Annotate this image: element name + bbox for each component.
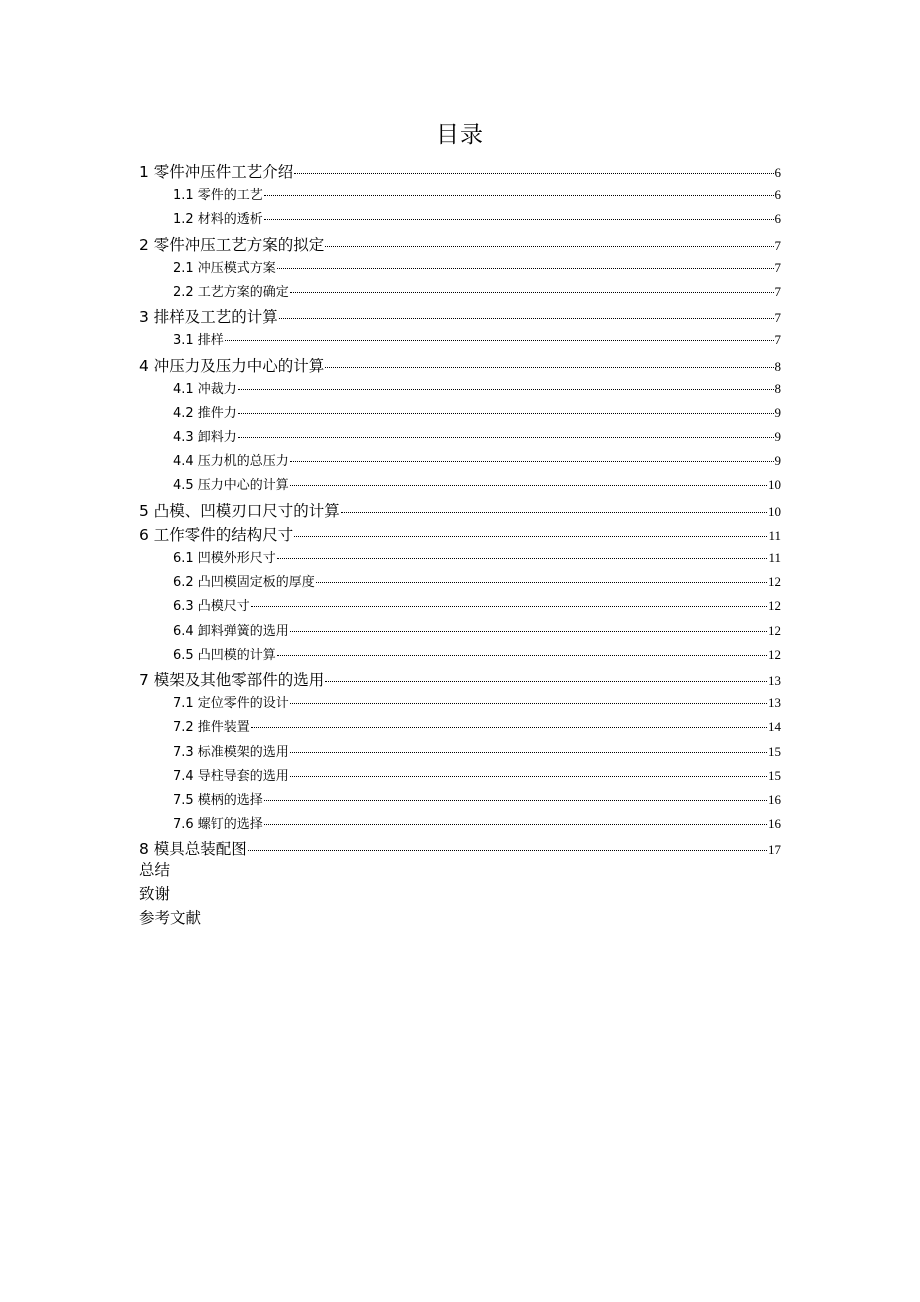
toc-section-entry[interactable] bbox=[139, 692, 781, 716]
dot-leader bbox=[248, 850, 767, 851]
toc-chapter-entry[interactable] bbox=[139, 499, 781, 523]
toc-section-entry[interactable] bbox=[139, 329, 781, 353]
toc-entry-label: 1.2 材料的透析 bbox=[173, 212, 263, 228]
toc-entry-label: 6 工作零件的结构尺寸 bbox=[139, 525, 294, 544]
toc-section-entry[interactable] bbox=[139, 789, 781, 813]
toc-page-number: 7 bbox=[774, 259, 781, 275]
toc-entry-label: 6.3 凸模尺寸 bbox=[173, 599, 250, 615]
toc-entry-label: 4.3 卸料力 bbox=[173, 430, 237, 446]
toc-page-number: 12 bbox=[768, 598, 781, 614]
toc-entry-label: 7.2 推件装置 bbox=[173, 720, 250, 736]
toc-entry-label: 6.2 凸凹模固定板的厚度 bbox=[173, 575, 315, 591]
toc-chapter-entry[interactable] bbox=[139, 523, 781, 547]
dot-leader bbox=[277, 268, 774, 269]
toc-entry-label: 2.2 工艺方案的确定 bbox=[173, 284, 289, 300]
dot-leader bbox=[290, 703, 767, 704]
toc-entry-label: 6.4 卸料弹簧的选用 bbox=[173, 623, 289, 639]
backmatter-item[interactable]: 致谢 bbox=[139, 885, 171, 904]
toc-entry-label: 4.1 冲裁力 bbox=[173, 381, 237, 397]
toc-entry-label: 7.6 螺钉的选择 bbox=[173, 817, 263, 833]
toc-section-entry[interactable] bbox=[139, 450, 781, 474]
toc-page-number: 17 bbox=[768, 842, 781, 858]
toc-chapter-entry[interactable] bbox=[139, 160, 781, 184]
toc-section-entry[interactable] bbox=[139, 184, 781, 208]
toc-section-entry[interactable] bbox=[139, 716, 781, 740]
toc-page-number: 13 bbox=[768, 672, 781, 688]
toc-page-number: 12 bbox=[768, 622, 781, 638]
toc-entry-label: 7.4 导柱导套的选用 bbox=[173, 768, 289, 784]
toc-page-number: 7 bbox=[774, 310, 781, 326]
toc-section-entry[interactable] bbox=[139, 813, 781, 837]
dot-leader bbox=[264, 195, 774, 196]
toc-entry-label: 6.5 凸凹模的计算 bbox=[173, 647, 276, 663]
toc-page-number: 9 bbox=[774, 453, 781, 469]
toc-page-number: 9 bbox=[774, 404, 781, 420]
toc-section-entry[interactable] bbox=[139, 474, 781, 498]
dot-leader bbox=[294, 536, 767, 537]
toc-page-number: 14 bbox=[768, 719, 781, 735]
toc-entry-label: 7.3 标准模架的选用 bbox=[173, 744, 289, 760]
backmatter-item[interactable]: 总结 bbox=[139, 861, 171, 879]
page-title: 目录 bbox=[436, 122, 484, 148]
toc-page-number: 8 bbox=[774, 380, 781, 396]
toc-page-number: 15 bbox=[768, 767, 781, 783]
backmatter-list bbox=[139, 858, 201, 931]
dot-leader bbox=[264, 219, 774, 220]
toc-entry-label: 2 零件冲压工艺方案的拟定 bbox=[139, 235, 325, 254]
toc-entry-label: 4.4 压力机的总压力 bbox=[173, 454, 289, 470]
dot-leader bbox=[325, 246, 773, 247]
dot-leader bbox=[264, 824, 767, 825]
dot-leader bbox=[294, 173, 773, 174]
toc-page-number: 12 bbox=[768, 646, 781, 662]
toc-section-entry[interactable] bbox=[139, 741, 781, 765]
toc-chapter-entry[interactable] bbox=[139, 354, 781, 378]
toc-page-number: 10 bbox=[768, 477, 781, 493]
dot-leader bbox=[290, 752, 767, 753]
dot-leader bbox=[264, 800, 767, 801]
backmatter-item[interactable]: 参考文献 bbox=[139, 909, 202, 928]
dot-leader bbox=[290, 292, 774, 293]
toc-entry-label: 4 冲压力及压力中心的计算 bbox=[139, 356, 325, 375]
toc-section-entry[interactable] bbox=[139, 257, 781, 281]
toc-entry-label: 1.1 零件的工艺 bbox=[173, 188, 263, 204]
toc-page-number: 16 bbox=[768, 816, 781, 832]
dot-leader bbox=[277, 655, 767, 656]
toc-section-entry[interactable] bbox=[139, 644, 781, 668]
toc-section-entry[interactable] bbox=[139, 547, 781, 571]
toc-page-number: 16 bbox=[768, 791, 781, 807]
dot-leader bbox=[290, 776, 767, 777]
toc-page-number: 7 bbox=[774, 237, 781, 253]
toc-section-entry[interactable] bbox=[139, 426, 781, 450]
dot-leader bbox=[277, 558, 768, 559]
toc-page-number: 15 bbox=[768, 743, 781, 759]
dot-leader bbox=[316, 582, 767, 583]
toc-entry-label: 4.2 推件力 bbox=[173, 405, 237, 421]
toc-page-number: 7 bbox=[774, 332, 781, 348]
dot-leader bbox=[290, 461, 774, 462]
dot-leader bbox=[290, 631, 767, 632]
dot-leader bbox=[238, 413, 774, 414]
toc-page-number: 8 bbox=[774, 358, 781, 374]
toc-entry-label: 7.5 模柄的选择 bbox=[173, 792, 263, 808]
toc-entry-label: 3.1 排样 bbox=[173, 333, 224, 349]
toc-entry-label: 2.1 冲压模式方案 bbox=[173, 260, 276, 276]
toc-section-entry[interactable] bbox=[139, 208, 781, 232]
toc-entry-label: 8 模具总装配图 bbox=[139, 840, 247, 859]
toc-page-number: 6 bbox=[774, 187, 781, 203]
toc-page-number: 13 bbox=[768, 695, 781, 711]
dot-leader bbox=[238, 437, 774, 438]
toc-chapter-entry[interactable] bbox=[139, 305, 781, 329]
toc-section-entry[interactable] bbox=[139, 595, 781, 619]
toc-entry-label: 4.5 压力中心的计算 bbox=[173, 478, 289, 494]
toc-page-number: 11 bbox=[768, 527, 781, 543]
toc-page-number: 6 bbox=[774, 211, 781, 227]
toc-chapter-entry[interactable] bbox=[139, 233, 781, 257]
toc-chapter-entry[interactable] bbox=[139, 668, 781, 692]
dot-leader bbox=[225, 340, 774, 341]
table-of-contents bbox=[139, 160, 781, 861]
dot-leader bbox=[238, 389, 774, 390]
toc-entry-label: 3 排样及工艺的计算 bbox=[139, 308, 278, 327]
toc-page-number: 11 bbox=[768, 550, 781, 565]
toc-page-number: 6 bbox=[774, 165, 781, 180]
toc-page-number: 7 bbox=[774, 283, 781, 299]
toc-section-entry[interactable] bbox=[139, 571, 781, 595]
dot-leader bbox=[325, 681, 767, 682]
toc-section-entry[interactable] bbox=[139, 378, 781, 402]
toc-entry-label: 7 模架及其他零部件的选用 bbox=[139, 670, 325, 689]
toc-section-entry[interactable] bbox=[139, 620, 781, 644]
dot-leader bbox=[290, 485, 767, 486]
toc-section-entry[interactable] bbox=[139, 281, 781, 305]
toc-section-entry[interactable] bbox=[139, 765, 781, 789]
dot-leader bbox=[279, 318, 774, 319]
toc-chapter-entry[interactable] bbox=[139, 837, 781, 861]
toc-entry-label: 1 零件冲压件工艺介绍 bbox=[139, 163, 294, 181]
dot-leader bbox=[251, 606, 767, 607]
toc-entry-label: 7.1 定位零件的设计 bbox=[173, 696, 289, 712]
toc-page-number: 9 bbox=[774, 429, 781, 445]
dot-leader bbox=[325, 367, 773, 368]
toc-page-number: 12 bbox=[768, 574, 781, 590]
toc-page-number: 10 bbox=[768, 503, 781, 519]
toc-entry-label: 6.1 凹模外形尺寸 bbox=[173, 551, 276, 566]
dot-leader bbox=[251, 727, 767, 728]
toc-section-entry[interactable] bbox=[139, 402, 781, 426]
dot-leader bbox=[341, 512, 767, 513]
toc-entry-label: 5 凸模、凹模刃口尺寸的计算 bbox=[139, 501, 340, 520]
